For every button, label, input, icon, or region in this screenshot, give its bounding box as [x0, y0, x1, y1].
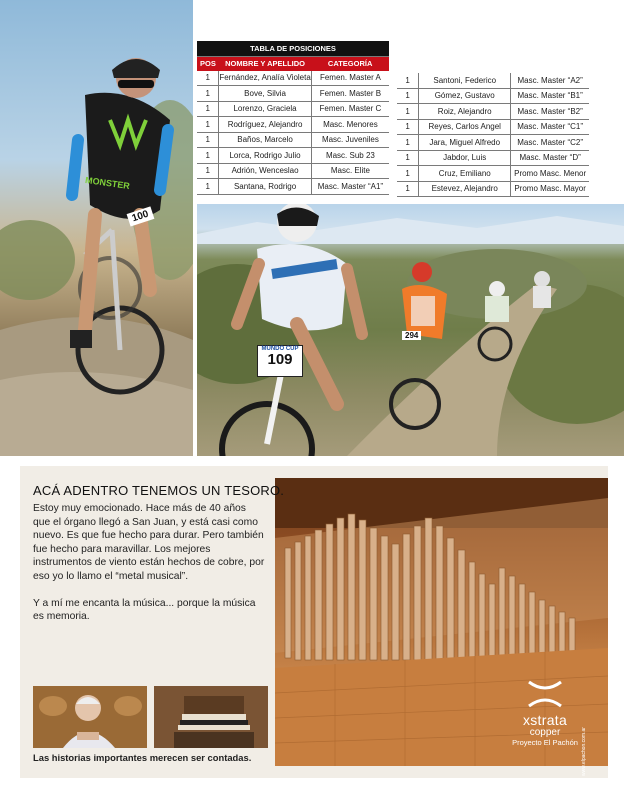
- ad-body: [33, 502, 265, 637]
- row-name: Gómez, Gustavo: [419, 88, 511, 104]
- organist-portrait-photo: [33, 686, 147, 748]
- table-row: [197, 117, 389, 133]
- table-row: [397, 104, 589, 120]
- row-category: Femen. Master B: [311, 86, 389, 102]
- row-name: Jabdor, Luis: [419, 150, 511, 166]
- row-pos: 1: [397, 181, 419, 197]
- row-pos: 1: [397, 166, 419, 182]
- cyclist-illustration-left: [0, 0, 193, 456]
- row-pos: 1: [397, 119, 419, 135]
- ad-paragraph-1: Estoy muy emocionado. Hace más de 40 años que el órgano llegó a San Juan, y está casi como nuevo. Es que fue hecho para durar. Pero también fue hecho para maravillar. Los mejores instrumentos de viento están hechos de cobre, por eso yo lo llamo el “metal musical”.: [33, 503, 265, 582]
- row-name: Rodríguez, Alejandro: [219, 117, 311, 133]
- table-row: [397, 135, 589, 151]
- row-pos: 1: [197, 71, 219, 86]
- cyclists-illustration-main: [197, 204, 624, 456]
- row-category: Masc. Juveniles: [311, 132, 389, 148]
- column-header-name: NOMBRE Y APELLIDO: [219, 56, 311, 71]
- bib-number-main: 109: [267, 351, 293, 368]
- logo-sub: copper: [529, 727, 561, 738]
- xstrata-logo: [512, 680, 578, 748]
- standings-table-left: [197, 41, 389, 195]
- jersey-brand: MONSTER: [84, 174, 131, 192]
- table-row: [197, 148, 389, 164]
- organ-console-illustration: [154, 686, 268, 748]
- row-name: Adrión, Wenceslao: [219, 163, 311, 179]
- ad-url: [578, 690, 588, 776]
- ad-headline: ACÁ ADENTRO TENEMOS UN TESORO.: [33, 483, 285, 498]
- row-pos: 1: [397, 88, 419, 104]
- row-category: Masc. Menores: [311, 117, 389, 133]
- table-row: [397, 150, 589, 166]
- row-pos: 1: [397, 104, 419, 120]
- plate-brand: MUNDO CUP: [261, 346, 299, 352]
- row-category: Masc. Master “A1”: [311, 179, 389, 195]
- row-category: Masc. Master “C2”: [511, 135, 589, 151]
- column-header-category: CATEGORÍA: [311, 56, 389, 71]
- ad-url-text: www.elpachon.com.ar: [581, 727, 587, 776]
- row-pos: 1: [197, 179, 219, 195]
- row-category: Masc. Master “C1”: [511, 119, 589, 135]
- cyclists-photo-main: [197, 204, 624, 456]
- ad-paragraph-2: Y a mí me encanta la música... porque la música es memoria.: [33, 597, 256, 623]
- row-category: Masc. Sub 23: [311, 148, 389, 164]
- table-row: [197, 86, 389, 102]
- row-name: Santoni, Federico: [419, 73, 511, 88]
- standings-table-right: [397, 73, 589, 197]
- row-name: Lorenzo, Graciela: [219, 101, 311, 117]
- row-pos: 1: [397, 73, 419, 88]
- table-row: [397, 119, 589, 135]
- table-row: [397, 88, 589, 104]
- row-name: Cruz, Emiliano: [419, 166, 511, 182]
- table-row: [397, 181, 589, 197]
- row-pos: 1: [197, 86, 219, 102]
- row-name: Reyes, Carlos Angel: [419, 119, 511, 135]
- organ-console-photo: [154, 686, 268, 748]
- table-row: [397, 73, 589, 88]
- bib-number-second: 294: [402, 331, 421, 340]
- row-pos: 1: [197, 148, 219, 164]
- row-pos: 1: [197, 132, 219, 148]
- row-category: Promo Masc. Menor: [511, 166, 589, 182]
- row-category: Masc. Master “B1”: [511, 88, 589, 104]
- standings-title: TABLA DE POSICIONES: [197, 41, 389, 56]
- row-name: Roiz, Alejandro: [419, 104, 511, 120]
- row-category: Masc. Elite: [311, 163, 389, 179]
- table-row: [397, 166, 589, 182]
- column-header-pos: POS: [197, 56, 219, 71]
- organist-portrait-illustration: [33, 686, 147, 748]
- row-name: Jara, Miguel Alfredo: [419, 135, 511, 151]
- logo-project: Proyecto El Pachón: [512, 738, 578, 747]
- row-category: Masc. Master “A2”: [511, 73, 589, 88]
- bib-number-left: 100: [127, 207, 154, 227]
- cyclist-photo-left: [0, 0, 193, 456]
- row-pos: 1: [197, 101, 219, 117]
- ad-tagline: Las historias importantes merecen ser contadas.: [33, 752, 252, 763]
- front-plate: [257, 345, 303, 377]
- row-category: Masc. Master “B2”: [511, 104, 589, 120]
- xstrata-x-icon: [525, 680, 565, 708]
- row-category: Masc. Master “D”: [511, 150, 589, 166]
- row-name: Baños, Marcelo: [219, 132, 311, 148]
- row-name: Lorca, Rodrigo Julio: [219, 148, 311, 164]
- table-row: [197, 101, 389, 117]
- logo-brand: xstrata: [522, 712, 568, 728]
- table-row: [197, 132, 389, 148]
- row-category: Femen. Master C: [311, 101, 389, 117]
- table-row: [197, 179, 389, 195]
- row-name: Fernández, Analía Violeta: [219, 71, 311, 86]
- row-pos: 1: [397, 135, 419, 151]
- row-category: Femen. Master A: [311, 71, 389, 86]
- row-pos: 1: [197, 163, 219, 179]
- table-row: [197, 71, 389, 86]
- row-pos: 1: [397, 150, 419, 166]
- row-name: Bove, Silvia: [219, 86, 311, 102]
- row-category: Promo Masc. Mayor: [511, 181, 589, 197]
- table-row: [197, 163, 389, 179]
- row-pos: 1: [197, 117, 219, 133]
- row-name: Santana, Rodrigo: [219, 179, 311, 195]
- row-name: Estevez, Alejandro: [419, 181, 511, 197]
